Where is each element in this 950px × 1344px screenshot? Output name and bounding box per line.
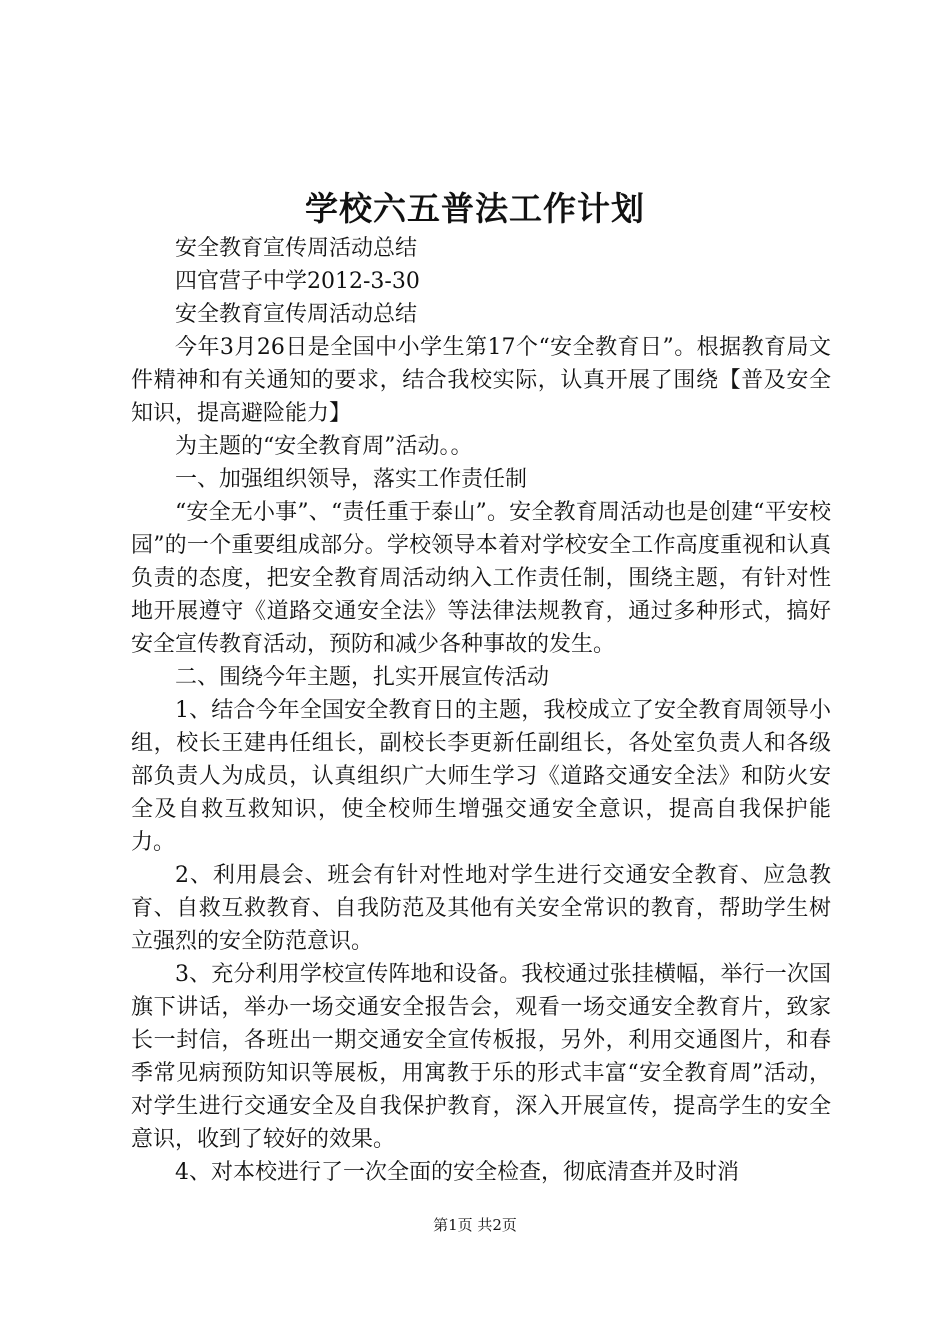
document-body [131,232,831,1189]
section-heading-2: 二、围绕今年主题，扎实开展宣传活动 [175,665,550,690]
paragraph-school-date: 四官营子中学2012-3-30 [175,269,420,294]
paragraph-item-4: 4、对本校进行了一次全面的安全检查，彻底清查并及时消 [175,1160,739,1185]
page-number-footer: 第1页 共2页 [433,1216,517,1234]
document-title: 学校六五普法工作计划 [305,189,645,228]
paragraph-item-3: 3、充分利用学校宣传阵地和设备。我校通过张挂横幅，举行一次国旗下讲话，举办一场交通安全报告会，观看一场交通安全教育片，致家长一封信，各班出一期交通安全宣传板报，另外，利用交通图片，和春季常见病预防知识等展板，用寓教于乐的形式丰富“安全教育周”活动，对学生进行交通安全及自我保护教育，深入开展宣传，提高学生的安全意识，收到了较好的效果。 [131,962,831,1152]
paragraph-subtitle: 安全教育宣传周活动总结 [175,236,418,261]
paragraph-item-1: 1、结合今年全国安全教育日的主题，我校成立了安全教育周领导小组，校长王建冉任组长，副校长李更新任副组长，各处室负责人和各级部负责人为成员，认真组织广大师生学习《道路交通安全法》和防火安全及自救互救知识，使全校师生增强交通安全意识，提高自我保护能力。 [131,698,831,855]
paragraph-intro: 今年3月26日是全国中小学生第17个“安全教育日”。根据教育局文件精神和有关通知的要求，结合我校实际，认真开展了围绕【普及安全知识，提高避险能力】 [131,335,831,426]
paragraph-theme: 为主题的“安全教育周”活动。。 [175,434,473,459]
paragraph-item-2: 2、利用晨会、班会有针对性地对学生进行交通安全教育、应急教育、自救互救教育、自我防范及其他有关安全常识的教育，帮助学生树立强烈的安全防范意识。 [131,863,831,954]
paragraph-subtitle-repeat: 安全教育宣传周活动总结 [175,302,418,327]
section-heading-1: 一、加强组织领导，落实工作责任制 [175,467,528,492]
paragraph-section-1: “安全无小事”、“责任重于泰山”。安全教育周活动也是创建“平安校园”的一个重要组成部分。学校领导本着对学校安全工作高度重视和认真负责的态度，把安全教育周活动纳入工作责任制，围绕主题，有针对性地开展遵守《道路交通安全法》等法律法规教育，通过多种形式，搞好安全宣传教育活动，预防和减少各种事故的发生。 [131,500,831,657]
